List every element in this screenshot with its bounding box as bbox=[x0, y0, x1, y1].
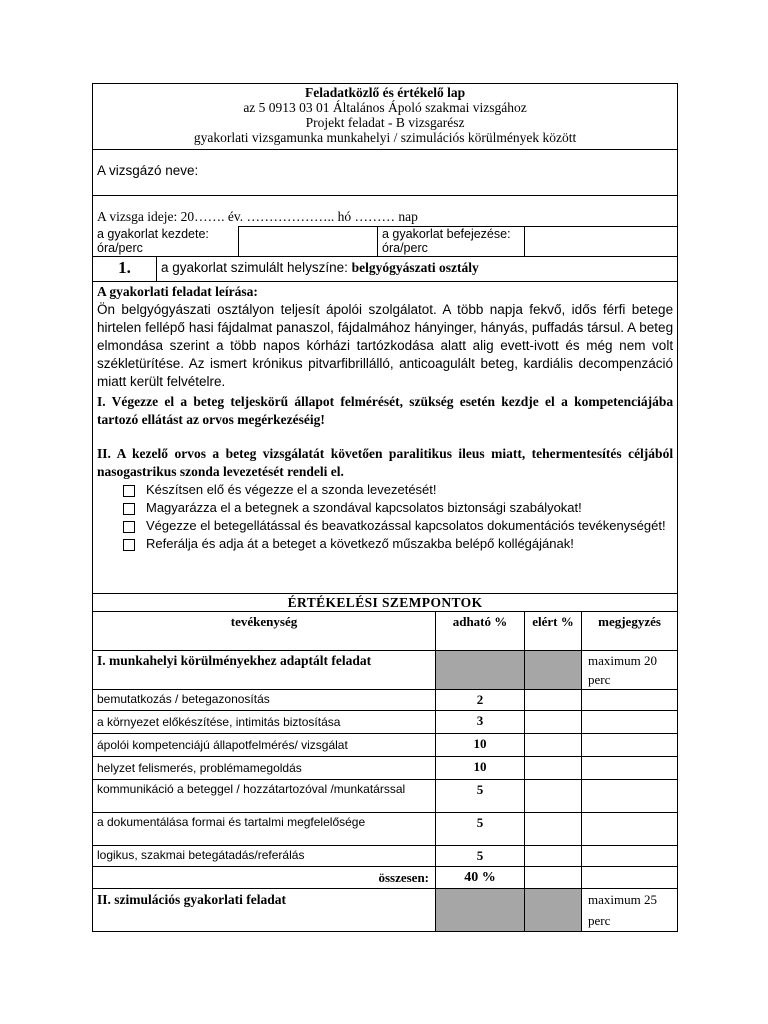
section-two-max-cell bbox=[436, 888, 525, 931]
criterion-points: 10 bbox=[436, 756, 525, 779]
scenario-number: 1. bbox=[93, 256, 157, 281]
task-checklist bbox=[97, 481, 673, 553]
col-header-max: adható % bbox=[436, 611, 525, 650]
criterion-label: ápolói kompetenciájú állapotfelmérés/ vizsgálat bbox=[93, 733, 436, 756]
scenario-location-label: a gyakorlat szimulált helyszíne: bbox=[161, 259, 352, 275]
criterion-note[interactable] bbox=[582, 710, 678, 733]
form-header bbox=[93, 84, 678, 150]
end-time-label: a gyakorlat befejezése: óra/perc bbox=[378, 227, 525, 257]
criterion-note[interactable] bbox=[582, 733, 678, 756]
section-two-title: II. szimulációs gyakorlati feladat bbox=[93, 888, 436, 931]
criterion-label: kommunikáció a beteggel / hozzátartozóval /munkatárssal bbox=[93, 779, 436, 812]
start-time-field[interactable] bbox=[239, 227, 378, 257]
section-two-achieved-cell bbox=[525, 888, 582, 931]
table-row bbox=[93, 689, 678, 710]
criterion-achieved[interactable] bbox=[525, 710, 582, 733]
section-one-note: maximum 20 perc bbox=[582, 650, 678, 689]
criterion-label: bemutatkozás / betegazonosítás bbox=[93, 689, 436, 710]
form-subtitle-conditions: gyakorlati vizsgamunka munkahelyi / szimulációs körülmények között bbox=[193, 130, 577, 145]
checklist-item-label: Referálja és adja át a beteget a következő műszakba belépő kollégájának! bbox=[146, 535, 574, 551]
task-description-paragraph: Ön belgyógyászati osztályon teljesít ápolói szolgálatot. A több napja fekvő, idős férfi betege hirtelen fellépő hasi fájdalmat panaszol, fájdalmához hányinger, hányás, puffadás társul. A beteg elmondása szerint a több napos kórházi tartózkodása alatt alig evett-ivott és még nem volt székletürítése. Az ismert krónikus pitvarfibrillálló, anticoagulált beteg, kardiális decompenzáció miatt került felvételre. bbox=[97, 301, 674, 389]
evaluation-title-row bbox=[93, 593, 678, 611]
table-row bbox=[93, 845, 678, 866]
task-one: I. Végezze el a beteg teljeskörű állapot felmérését, szükség esetén kezdje el a kompetenciájába tartozó ellátást az orvos megérkezéséig! bbox=[97, 393, 674, 427]
table-row bbox=[93, 733, 678, 756]
table-row bbox=[93, 779, 678, 812]
criterion-label: helyzet felismerés, problémamegoldás bbox=[93, 756, 436, 779]
task-two: II. A kezelő orvos a beteg vizsgálatát követően paralitikus ileus miatt, tehermentesítés céljából nasogastrikus szonda levezetését rendeli el. bbox=[97, 445, 674, 479]
col-header-activity: tevékenység bbox=[93, 611, 436, 650]
total-row bbox=[93, 866, 678, 888]
checklist-item-label: Magyarázza el a betegnek a szondával kapcsolatos biztonsági szabályokat! bbox=[146, 499, 582, 515]
table-row bbox=[93, 710, 678, 733]
criterion-points: 10 bbox=[436, 733, 525, 756]
criterion-achieved[interactable] bbox=[525, 812, 582, 845]
table-row bbox=[93, 812, 678, 845]
checklist-item bbox=[117, 499, 673, 517]
candidate-name-row bbox=[93, 150, 678, 196]
checkbox-icon[interactable] bbox=[123, 539, 135, 551]
checklist-item-label: Végezze el betegellátással és beavatkozással kapcsolatos dokumentációs tevékenységét! bbox=[146, 517, 666, 533]
evaluation-title: ÉRTÉKELÉSI SZEMPONTOK bbox=[93, 593, 678, 611]
checklist-item-label: Készítsen elő és végezze el a szonda levezetését! bbox=[146, 481, 437, 497]
checklist-item bbox=[117, 517, 673, 535]
section-one-max-cell bbox=[436, 650, 525, 689]
total-note[interactable] bbox=[582, 866, 678, 888]
checklist-item bbox=[117, 481, 673, 499]
end-time-field[interactable] bbox=[525, 227, 678, 257]
section-two-row bbox=[93, 888, 678, 931]
criterion-points: 5 bbox=[436, 779, 525, 812]
total-label: összesen: bbox=[93, 866, 436, 888]
col-header-achieved: elért % bbox=[525, 611, 582, 650]
criterion-points: 5 bbox=[436, 812, 525, 845]
task-description-row bbox=[93, 281, 678, 593]
start-time-label: a gyakorlat kezdete: óra/perc bbox=[93, 227, 239, 257]
form-subtitle-exam: az 5 0913 03 01 Általános Ápoló szakmai vizsgához bbox=[243, 100, 527, 115]
criterion-achieved[interactable] bbox=[525, 756, 582, 779]
checkbox-icon[interactable] bbox=[123, 485, 135, 497]
criterion-label: a környezet előkészítése, intimitás biztosítása bbox=[93, 710, 436, 733]
scenario-row bbox=[93, 256, 678, 281]
task-description-heading: A gyakorlati feladat leírása: bbox=[97, 283, 258, 299]
total-value: 40 % bbox=[436, 866, 525, 888]
section-one-achieved-cell bbox=[525, 650, 582, 689]
criterion-points: 3 bbox=[436, 710, 525, 733]
form-title: Feladatközlő és értékelő lap bbox=[304, 85, 466, 100]
candidate-name-label: A vizsgázó neve: bbox=[97, 163, 199, 178]
criterion-note[interactable] bbox=[582, 812, 678, 845]
criterion-achieved[interactable] bbox=[525, 779, 582, 812]
form-table bbox=[92, 83, 678, 932]
criterion-note[interactable] bbox=[582, 845, 678, 866]
criterion-achieved[interactable] bbox=[525, 733, 582, 756]
section-one-title: I. munkahelyi körülményekhez adaptált feladat bbox=[93, 650, 436, 689]
exam-date-row bbox=[93, 196, 678, 227]
checkbox-icon[interactable] bbox=[123, 503, 135, 515]
criterion-note[interactable] bbox=[582, 756, 678, 779]
total-achieved[interactable] bbox=[525, 866, 582, 888]
criterion-label: a dokumentálása formai és tartalmi megfelelősége bbox=[93, 812, 436, 845]
criterion-points: 2 bbox=[436, 689, 525, 710]
criterion-achieved[interactable] bbox=[525, 845, 582, 866]
evaluation-header-row bbox=[93, 611, 678, 650]
section-two-note: maximum 25 perc bbox=[582, 888, 678, 931]
criterion-note[interactable] bbox=[582, 689, 678, 710]
criterion-achieved[interactable] bbox=[525, 689, 582, 710]
evaluation-form bbox=[92, 83, 677, 932]
form-subtitle-project: Projekt feladat - B vizsgarész bbox=[305, 115, 465, 130]
section-one-row bbox=[93, 650, 678, 689]
checkbox-icon[interactable] bbox=[123, 521, 135, 533]
checklist-item bbox=[117, 535, 673, 553]
table-row bbox=[93, 756, 678, 779]
col-header-note: megjegyzés bbox=[582, 611, 678, 650]
criterion-note[interactable] bbox=[582, 779, 678, 812]
exam-date-label: A vizsga ideje: 20……. év. ……………….. hó ……… nap bbox=[97, 209, 418, 224]
time-row bbox=[93, 227, 678, 257]
criterion-label: logikus, szakmai betegátadás/referálás bbox=[93, 845, 436, 866]
scenario-location-value: belgyógyászati osztály bbox=[351, 259, 479, 275]
criterion-points: 5 bbox=[436, 845, 525, 866]
